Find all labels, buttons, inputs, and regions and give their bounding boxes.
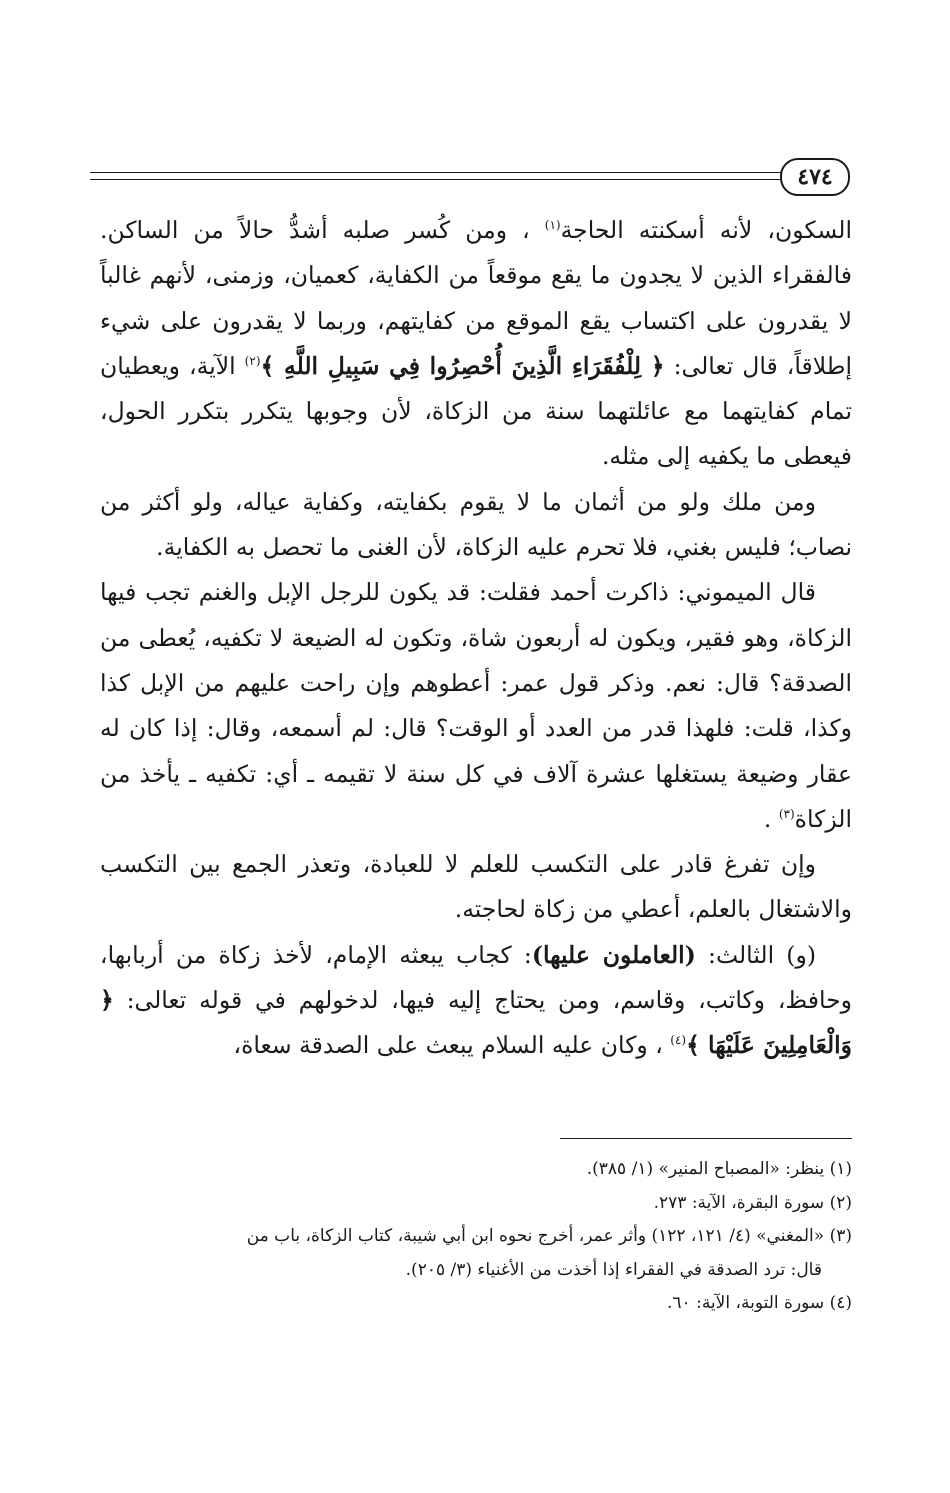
text-run: وإن تفرغ قادر على التكسب للعلم لا للعبادة، وتعذر الجمع بين التكسب والاشتغال بالعلم، أعطي من زكاة لحاجته. <box>100 850 852 924</box>
text-run: (و) الثالث: <box>695 940 816 969</box>
footnote-item: (٢) سورة البقرة، الآية: ٢٧٣. <box>653 1192 852 1213</box>
paragraph <box>100 933 852 1069</box>
page-header <box>90 158 850 198</box>
bold-term: (العاملون عليها) <box>531 940 696 969</box>
text-run: قال الميموني: ذاكرت أحمد فقلت: قد يكون للرجل الإبل والغنم تجب فيها الزكاة، وهو فقير، ويكون له أربعون شاة، وتكون له الضيعة لا تكفيه، يُعطى من الصدقة؟ قال: نعم. وذكر قول عمر: أعطوهم وإن راحت عليهم من الإبل كذا وكذا، قلت: فلهذا قدر من العدد أو الوقت؟ قال: لم أسمعه، وقال: إذا كان له عقار وضيعة يستغلها عشرة آلاف في كل سنة لا تقيمه ـ أي: تكفيه ـ يأخذ من الزكاة <box>100 578 852 833</box>
paragraph <box>100 208 852 480</box>
footnote-marker: (٤) <box>670 1033 687 1048</box>
text-run: . <box>763 804 779 833</box>
text-run: ومن ملك ولو من أثمان ما لا يقوم بكفايته، وكفاية عياله، ولو أكثر من نصاب؛ فليس بغني، فلا تحرم عليه الزكاة، لأن الغنى ما تحصل به الكفاية. <box>100 487 852 562</box>
footnote-item: (٤) سورة التوبة، الآية: ٦٠. <box>667 1293 852 1313</box>
footnote-separator <box>560 1138 852 1139</box>
footnote-marker: (٢) <box>244 354 261 369</box>
text-run: ، وكان عليه السلام يبعث على الصدقة سعاة، <box>233 1031 671 1060</box>
text-run: الآية، ويعطيان تمام كفايتهما مع عائلتهما سنة من الزكاة، لأن وجوبها يتكرر بتكرر الحول، فيعطى ما يكفيه إلى مثله. <box>100 351 852 471</box>
header-rule-top <box>90 172 806 173</box>
header-rule-bottom <box>90 179 806 180</box>
quran-verse: ﴿ وَالْعَامِلِينَ عَلَيْهَا ﴾ <box>100 986 852 1060</box>
footnote-marker: (١) <box>544 218 561 233</box>
quran-verse: ﴿ لِلْفُقَرَاءِ الَّذِينَ أُحْصِرُوا فِي سَبِيلِ اللَّهِ ﴾ <box>260 351 665 380</box>
paragraph <box>100 570 852 842</box>
text-run: ، ومن كُسر صلبه أشدُّ حالاً من الساكن. فالفقراء الذين لا يجدون ما يقع موقعاً من الكفاية، كعميان، وزمنى، لأنهم غالباً لا يقدرون على اكتساب يقع الموقع من كفايتهم، وربما لا يقدرون على شيء إطلاقاً، قال تعالى: <box>100 216 852 380</box>
footnote-item: قال: ترد الصدقة في الفقراء إذا أخذت من الأغنياء (٣/ ٢٠٥). <box>405 1259 822 1280</box>
text-run: : كجاب يبعثه الإمام، لأخذ زكاة من أربابها، وحافظ، وكاتب، وقاسم، ومن يحتاج إليه فيها، لدخولهم في قوله تعالى: <box>100 940 852 1015</box>
footnotes <box>100 1153 852 1321</box>
paragraph <box>100 842 852 933</box>
footnote-item: (٣) «المغني» (٤/ ١٢١، ١٢٢) وأثر عمر، أخرج نحوه ابن أبي شيبة، كتاب الزكاة، باب من <box>246 1226 852 1246</box>
page-number-badge: ٤٧٤ <box>780 158 850 196</box>
paragraph <box>100 480 852 571</box>
footnote-item: (١) ينظر: «المصباح المنير» (١/ ٣٨٥). <box>586 1159 852 1179</box>
body-text <box>100 208 852 1069</box>
text-run: السكون، لأنه أسكنته الحاجة <box>560 216 852 244</box>
footnote-marker: (٣) <box>778 807 795 822</box>
